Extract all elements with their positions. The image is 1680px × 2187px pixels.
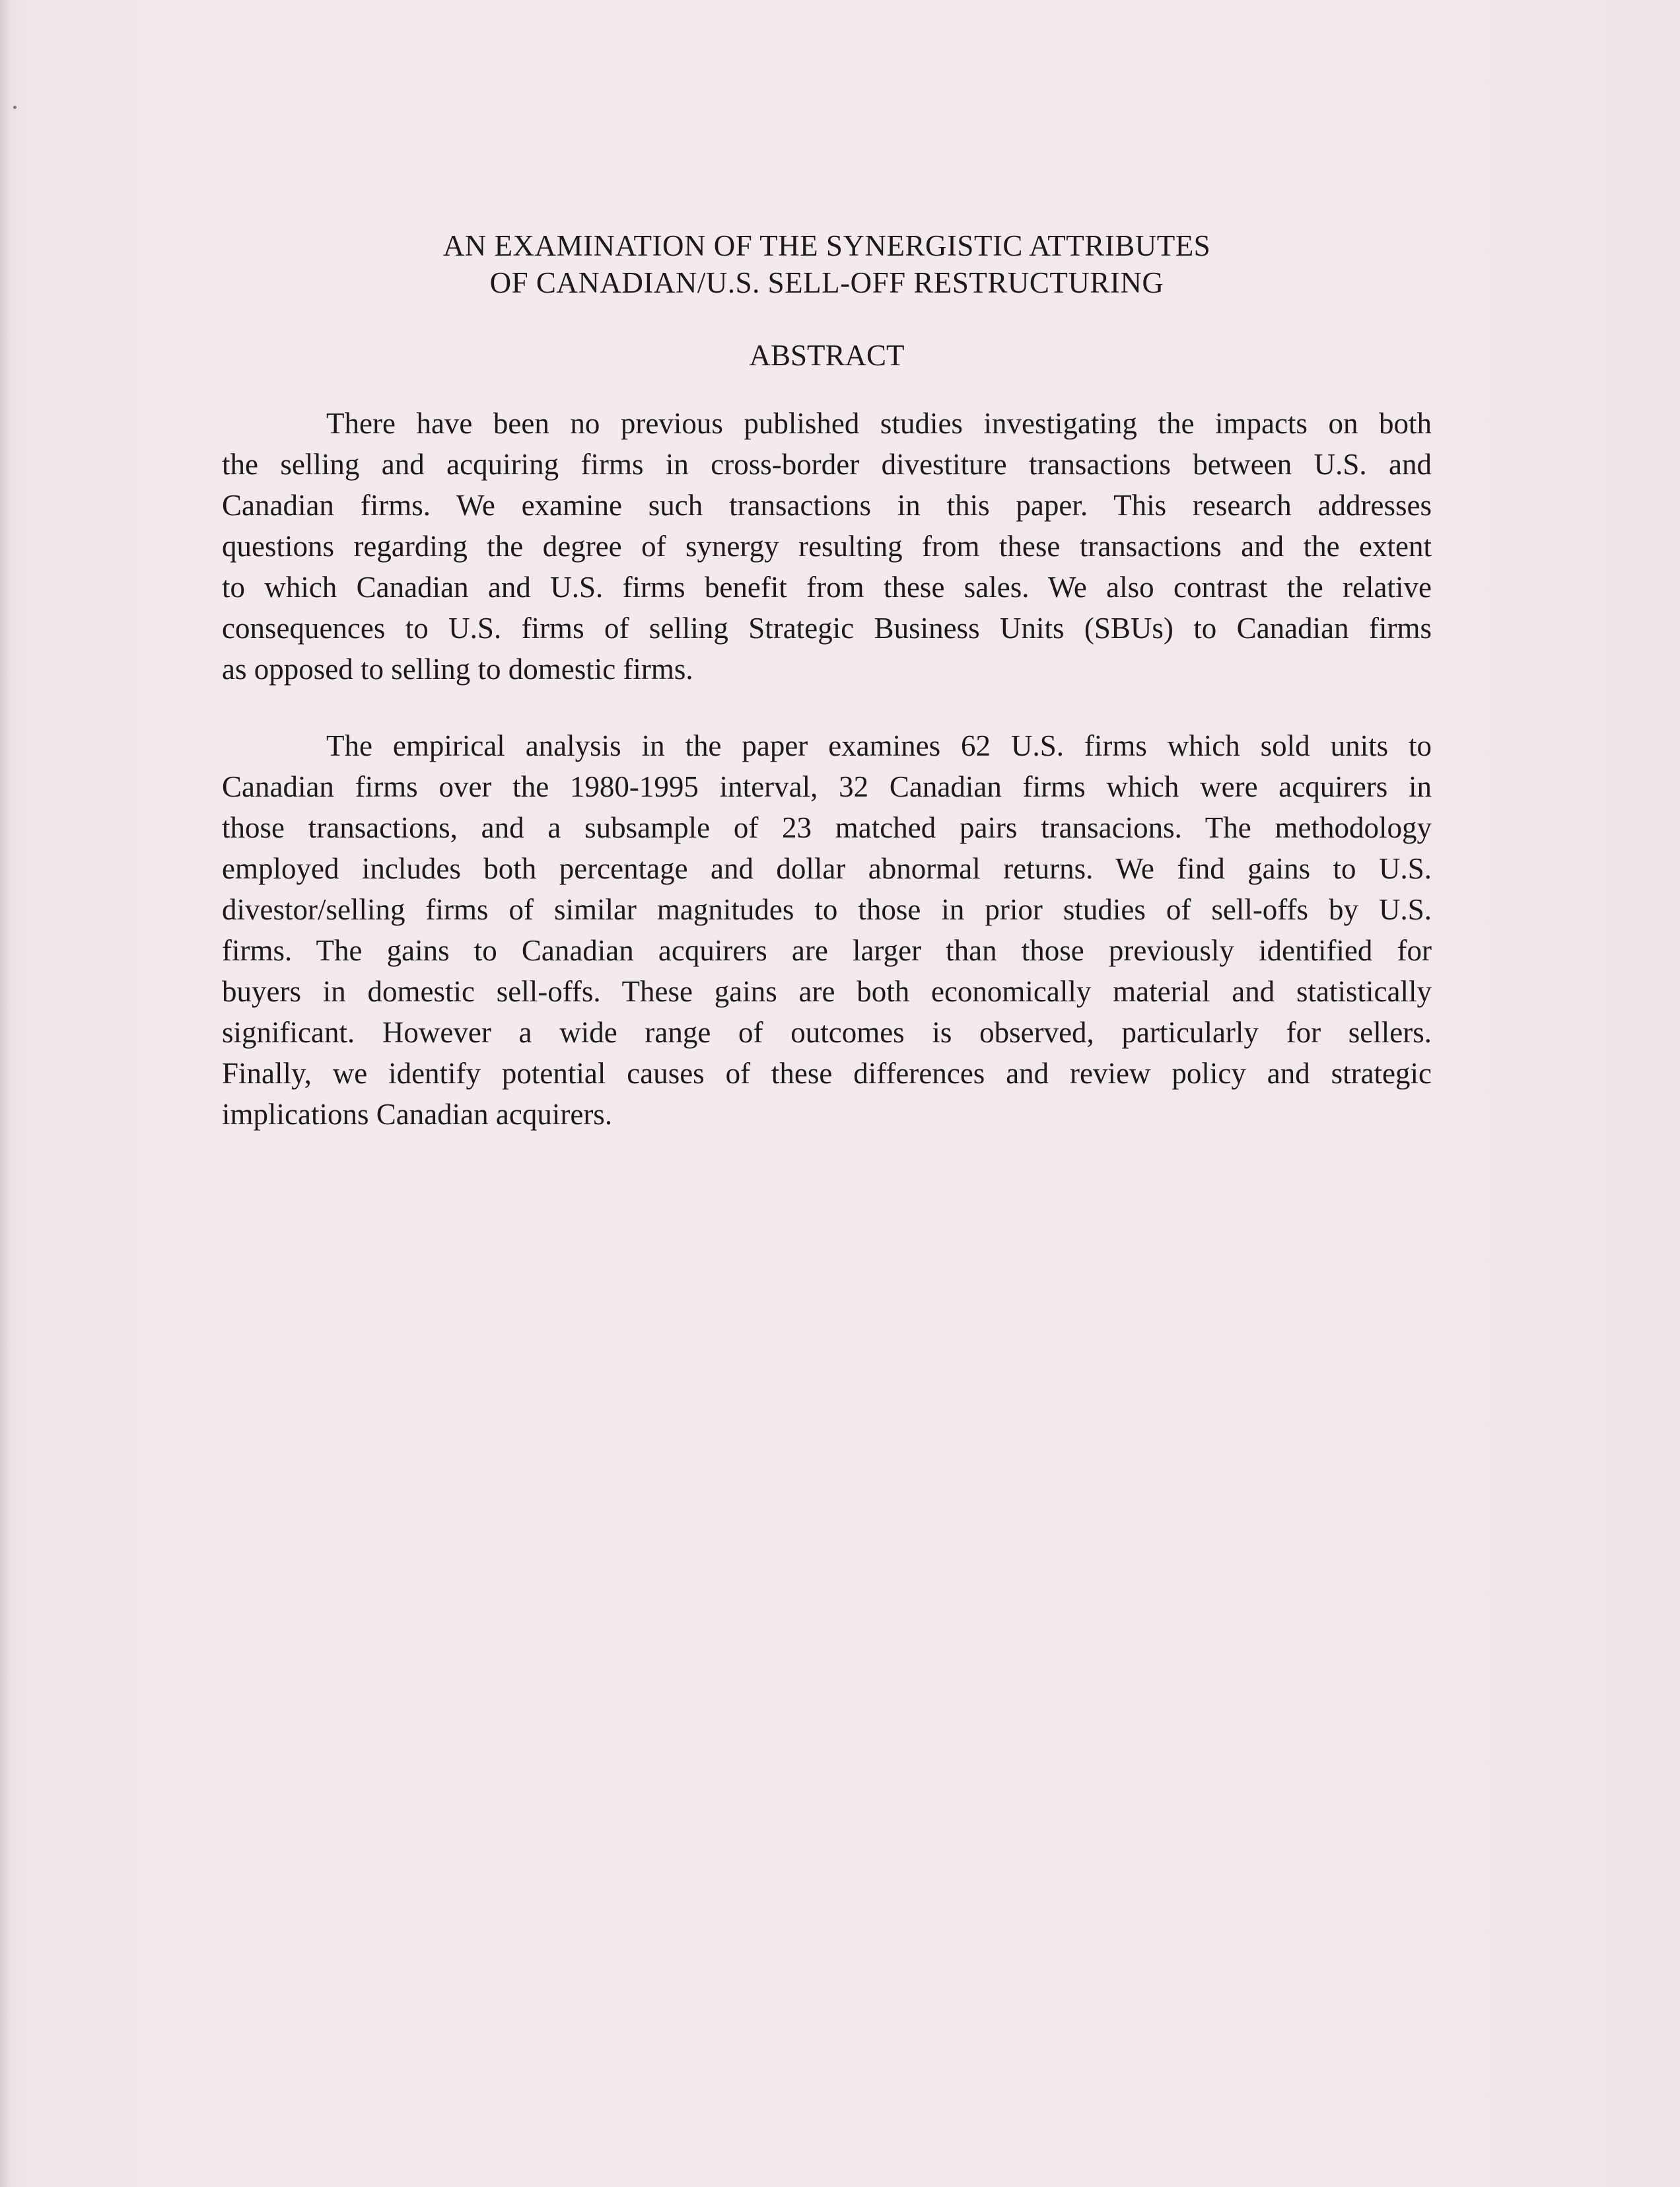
paragraph-line: employed includes both percentage and dollar abnormal returns. We find gains to U.S. [222, 852, 1432, 885]
paragraph-line: buyers in domestic sell-offs. These gains are both economically material and statistically [222, 975, 1432, 1008]
paragraph-line: to which Canadian and U.S. firms benefit from these sales. We also contrast the relative [222, 571, 1432, 604]
scan-speck [13, 106, 17, 109]
paragraph-line: Canadian firms. We examine such transactions in this paper. This research addresses [222, 489, 1432, 522]
document-content [222, 227, 1432, 1135]
abstract-heading: ABSTRACT [749, 339, 905, 372]
paragraph-line: implications Canadian acquirers. [222, 1098, 613, 1131]
paragraph-line: Canadian firms over the 1980-1995 interval, 32 Canadian firms which were acquirers in [222, 770, 1432, 803]
paragraph-line: significant. However a wide range of outcomes is observed, particularly for sellers. [222, 1016, 1432, 1049]
title-line: OF CANADIAN/U.S. SELL-OFF RESTRUCTURING [489, 266, 1164, 299]
paragraph-line: those transactions, and a subsample of 23 matched pairs transacions. The methodology [222, 811, 1432, 844]
paragraph-line: firms. The gains to Canadian acquirers are larger than those previously identified for [222, 934, 1432, 967]
paragraph-line: The empirical analysis in the paper examines 62 U.S. firms which sold units to [326, 729, 1432, 762]
document-title [222, 227, 1432, 301]
paragraph-line: There have been no previous published studies investigating the impacts on both [326, 407, 1432, 440]
title-line: AN EXAMINATION OF THE SYNERGISTIC ATTRIBUTES [442, 229, 1211, 262]
abstract-paragraph-2 [222, 725, 1432, 1135]
paragraph-line: divestor/selling firms of similar magnitudes to those in prior studies of sell-offs by U.S. [222, 893, 1432, 926]
abstract-paragraph-1 [222, 403, 1432, 690]
paragraph-line: questions regarding the degree of synergy resulting from these transactions and the extent [222, 530, 1432, 563]
paragraph-line: the selling and acquiring firms in cross-border divestiture transactions between U.S. and [222, 448, 1432, 481]
paragraph-line: Finally, we identify potential causes of these differences and review policy and strategic [222, 1057, 1432, 1090]
page-edge-shadow [0, 0, 9, 2187]
paragraph-line: as opposed to selling to domestic firms. [222, 653, 693, 686]
paragraph-line: consequences to U.S. firms of selling Strategic Business Units (SBUs) to Canadian firms [222, 612, 1432, 645]
